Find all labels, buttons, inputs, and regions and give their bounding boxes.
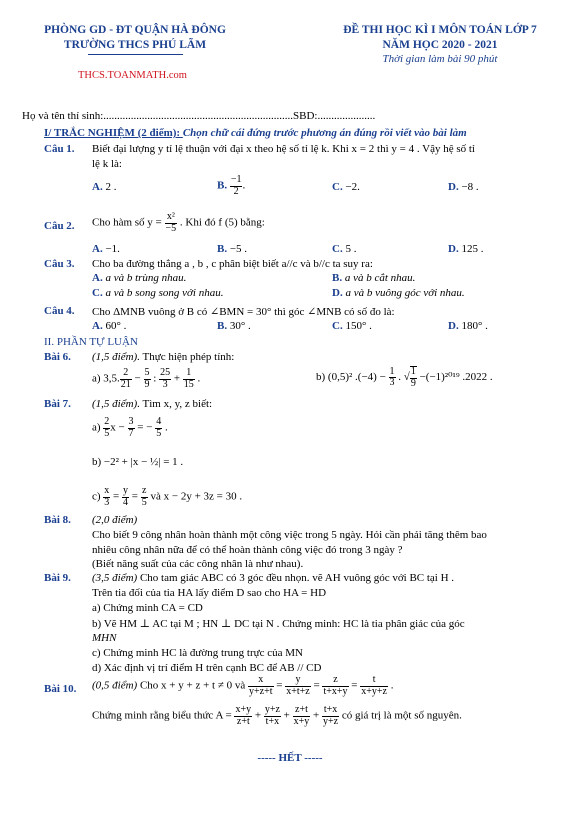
q3-text: Cho ba đường thẳng a , b , c phân biệt biết a//c và b//c ta suy ra: (92, 258, 373, 270)
opt-d-label: D. (448, 181, 459, 193)
q3-opt-d: D. a và b vuông góc với nhau. (332, 287, 465, 299)
school-year: NĂM HỌC 2020 - 2021 (382, 39, 498, 51)
b6-text: (1,5 điểm). Thực hiện phép tính: (92, 351, 235, 363)
b8-line3: (Biết năng suất của các công nhân là như nhau). (92, 558, 304, 570)
b10-prove: Chứng minh rằng biểu thức A = $\frac{x+y}{z+t}$ + $\frac{y+z}{t+x}$ + $\frac{z+t}{x+y}$ + $\frac{t+x}{y+z}$ có giá trị là một số nguyên. (92, 704, 462, 727)
q2-opt-d: D. 125 . (448, 243, 484, 255)
q1-d-value: −8 . (461, 181, 479, 193)
q1-opt-b: B. $\frac{-1}{2}$ . (217, 174, 246, 197)
q3-opt-c: C. a và b song song với nhau. (92, 287, 224, 299)
q2-label: Câu 2. (44, 220, 75, 232)
b7-b: b) −2² + |x − ½| = 1 . (92, 456, 184, 468)
q4-opt-c: C. 150° . (332, 320, 372, 332)
exam-time: Thời gian làm bài 90 phút (382, 53, 498, 65)
q4-opt-a: A. 60° . (92, 320, 127, 332)
exam-title: ĐỀ THI HỌC KÌ I MÔN TOÁN LỚP 7 (343, 24, 537, 36)
b6-a: a) 3,5. $\frac{2}{21}$ − $\frac{5}{9}$ : $\frac{25}{3}$ + $\frac{1}{15}$ . (92, 367, 201, 390)
school-name: TRƯỜNG THCS PHÚ LÃM (63, 39, 207, 51)
b9-line5: MHN (92, 632, 117, 644)
b6-label: Bài 6. (44, 351, 71, 363)
q2-text: Cho hàm số y = $\frac{\text{x²}}{-5}$ . Khi đó f (5) bằng: (92, 211, 265, 234)
b8-label: Bài 8. (44, 514, 71, 526)
q1-opt-d (448, 181, 479, 193)
q4-text: Cho ΔMNB vuông ở B có ∠BMN = 30° thì góc ∠MNB có số đo là: (92, 306, 395, 318)
b10-given: (0,5 điểm) Cho x + y + z + t ≠ 0 và $\frac{x}{y+z+t}$ = $\frac{y}{x+t+z}$ = $\frac{z}{t+x+y}$ = $\frac{t}{x+y+z}$ . (92, 674, 394, 697)
q2-opt-a: A. −1. (92, 243, 120, 255)
b9-label: Bài 9. (44, 572, 71, 584)
q4-opt-b: B. 30° . (217, 320, 251, 332)
candidate-line: Họ và tên thí sinh:.....................................................................SBD:..................... (22, 110, 376, 122)
q2-opt-b: B. −5 . (217, 243, 248, 255)
b9-line4: b) Vẽ HM ⊥ AC tại M ; HN ⊥ DC tại N . Chứng minh: HC là tia phân giác của góc (92, 618, 465, 630)
b8-line2: nhiêu công nhân nữa để có thể hoàn thành công việc đó trong 3 ngày ? (92, 544, 403, 556)
b6-b: b) (0,5)² .(−4) − $\frac{1}{3}$ . √ $\frac{1}{9}$ −(−1)²⁰¹⁹ .2022 . (316, 365, 493, 389)
school-underline (88, 54, 183, 55)
b7-a: a) $\frac{2}{5}$ x − $\frac{3}{7}$ = − $\frac{4}{5}$ . (92, 416, 168, 439)
q2-opt-c: C. 5 . (332, 243, 357, 255)
b8-line1: Cho biết 9 công nhân hoàn thành một công việc trong 5 ngày. Hỏi cần phải tăng thêm bao (92, 529, 487, 541)
q1-b-fraction: $\frac{-1}{2}$ (230, 174, 242, 197)
q3-opt-a: A. a và b trùng nhau. (92, 272, 187, 284)
q2-fraction: $\frac{\text{x²}}{-5}$ (165, 211, 177, 234)
dept-name: PHÒNG GD - ĐT QUẬN HÀ ĐÔNG (44, 24, 226, 36)
b8-pts: (2,0 điểm) (92, 514, 138, 526)
opt-b-label: B. (217, 179, 228, 192)
q1-text2: lệ k là: (92, 158, 122, 170)
q1-a-value: 2 . (105, 181, 117, 193)
q3-opt-b: B. a và b cắt nhau. (332, 272, 416, 284)
q4-label: Câu 4. (44, 305, 75, 317)
part1-heading (44, 127, 467, 139)
b10-label: Bài 10. (44, 683, 77, 695)
q1-c-value: −2. (345, 181, 360, 193)
b9-line1: (3,5 điểm) Cho tam giác ABC có 3 góc đều nhọn. vẽ AH vuông góc với BC tại H . (92, 572, 455, 584)
opt-c-label: C. (332, 181, 343, 193)
part1-instruction: Chọn chữ cái đứng trước phương án đúng rồi viết vào bài làm (182, 127, 467, 139)
q3-label: Câu 3. (44, 258, 75, 270)
q1-text: Biết đại lượng y tỉ lệ thuận với đại x theo hệ số tỉ lệ k. Khi x = 2 thì y = 4 . Vậy hệ số tỉ (92, 143, 475, 155)
b7-c: c) $\frac{x}{3}$ = $\frac{y}{4}$ = $\frac{z}{5}$ và x − 2y + 3z = 30 . (92, 485, 243, 508)
part1-title: I/ TRẮC NGHIỆM (2 điểm): (44, 127, 183, 139)
q1-opt-c (332, 181, 360, 193)
b9-line2: Trên tia đối của tia HA lấy điểm D sao cho HA = HD (92, 587, 327, 599)
b9-line6: c) Chứng minh HC là đường trung trực của MN (92, 647, 303, 659)
end-marker: ----- HẾT ----- (257, 752, 323, 764)
part2-title: II. PHẦN TỰ LUẬN (44, 336, 138, 348)
opt-a-label: A. (92, 181, 103, 193)
b9-line3: a) Chứng minh CA = CD (92, 602, 203, 614)
q1-opt-a (92, 181, 116, 193)
b7-text: (1,5 điểm). Tìm x, y, z biết: (92, 398, 213, 410)
b9-line7: d) Xác định vị trí điểm H trên cạnh BC để AB // CD (92, 662, 322, 674)
website: THCS.TOANMATH.com (78, 70, 187, 81)
q4-opt-d: D. 180° . (448, 320, 488, 332)
b7-label: Bài 7. (44, 398, 71, 410)
q1-label: Câu 1. (44, 143, 75, 155)
